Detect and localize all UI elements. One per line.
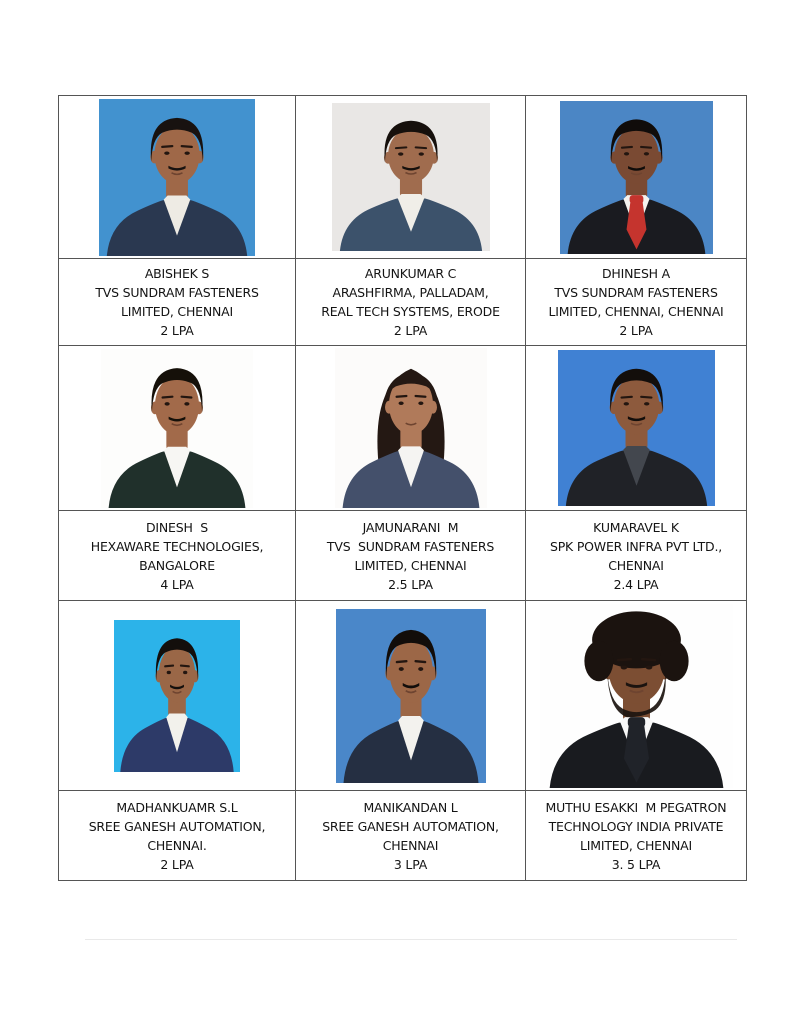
student-photo bbox=[332, 103, 490, 251]
student-info bbox=[297, 264, 524, 340]
student-company-line: CHENNAI. bbox=[147, 837, 207, 853]
student-photo-cell bbox=[59, 601, 296, 791]
student-info bbox=[527, 518, 745, 594]
student-company-line: CHENNAI bbox=[382, 837, 439, 853]
student-name: DINESH S bbox=[146, 519, 208, 535]
student-info-cell bbox=[526, 259, 747, 346]
student-name: MANIKANDAN L bbox=[363, 799, 458, 815]
student-info-cell bbox=[59, 511, 296, 601]
student-company-line: TVS SUNDRAM FASTENERS bbox=[95, 285, 259, 300]
student-info-cell bbox=[526, 791, 747, 881]
student-photo-cell bbox=[526, 601, 747, 791]
student-photo bbox=[336, 609, 486, 783]
student-company-line: ARASHFIRMA, PALLADAM, bbox=[332, 285, 489, 300]
student-photo-cell bbox=[296, 96, 526, 259]
student-package: 3. 5 LPA bbox=[611, 856, 661, 872]
student-photo-cell bbox=[526, 96, 747, 259]
student-info bbox=[60, 264, 294, 340]
student-package: 2 LPA bbox=[619, 323, 653, 338]
student-photo-cell bbox=[296, 601, 526, 791]
student-info bbox=[527, 264, 745, 340]
student-company-line: TVS SUNDRAM FASTENERS bbox=[554, 285, 718, 300]
student-company-line: SREE GANESH AUTOMATION, bbox=[322, 818, 499, 834]
student-company-line: LIMITED, CHENNAI, CHENNAI bbox=[548, 304, 724, 319]
student-package: 2.4 LPA bbox=[613, 576, 659, 592]
student-name: ARUNKUMAR C bbox=[364, 266, 457, 281]
student-company-line: SREE GANESH AUTOMATION, bbox=[88, 818, 266, 834]
student-company-line: BANGALORE bbox=[139, 557, 215, 573]
student-info-cell bbox=[59, 791, 296, 881]
student-name: DHINESH A bbox=[601, 266, 671, 281]
student-package: 4 LPA bbox=[160, 576, 194, 592]
student-name: MUTHU ESAKKI M PEGATRON bbox=[545, 799, 727, 815]
student-info-cell bbox=[296, 259, 526, 346]
student-photo bbox=[558, 350, 715, 506]
student-photo bbox=[99, 99, 255, 256]
student-photo bbox=[540, 604, 733, 788]
student-info bbox=[297, 518, 524, 594]
student-package: 2 LPA bbox=[160, 323, 194, 338]
student-company-line: LIMITED, CHENNAI bbox=[580, 837, 692, 853]
student-package: 2 LPA bbox=[160, 856, 194, 872]
student-company-line: TECHNOLOGY INDIA PRIVATE bbox=[548, 818, 724, 834]
footer-divider bbox=[85, 939, 737, 940]
student-photo-cell bbox=[296, 346, 526, 511]
student-photo bbox=[114, 620, 240, 772]
student-company-line: SPK POWER INFRA PVT LTD., bbox=[549, 538, 722, 554]
student-photo-cell bbox=[59, 346, 296, 511]
student-name: MADHANKUAMR S.L bbox=[116, 799, 238, 815]
student-info bbox=[297, 798, 524, 874]
student-company-line: LIMITED, CHENNAI bbox=[354, 557, 467, 573]
student-name: ABISHEK S bbox=[144, 266, 210, 281]
student-photo-cell bbox=[59, 96, 296, 259]
student-company-line: TVS SUNDRAM FASTENERS bbox=[326, 538, 495, 554]
student-company-line: LIMITED, CHENNAI bbox=[121, 304, 233, 319]
student-photo bbox=[335, 348, 487, 508]
student-info-cell bbox=[526, 511, 747, 601]
student-info-cell bbox=[296, 791, 526, 881]
student-name: KUMARAVEL K bbox=[593, 519, 679, 535]
student-photo-cell bbox=[526, 346, 747, 511]
student-info bbox=[60, 798, 294, 874]
student-info-cell bbox=[59, 259, 296, 346]
student-info-cell bbox=[296, 511, 526, 601]
student-company-line: REAL TECH SYSTEMS, ERODE bbox=[321, 304, 500, 319]
student-photo bbox=[101, 349, 253, 508]
student-package: 2.5 LPA bbox=[388, 576, 433, 592]
student-name: JAMUNARANI M bbox=[362, 519, 459, 535]
student-company-line: CHENNAI bbox=[608, 557, 664, 573]
student-photo bbox=[560, 101, 713, 254]
placement-table bbox=[58, 95, 747, 881]
student-package: 3 LPA bbox=[393, 856, 428, 872]
student-company-line: HEXAWARE TECHNOLOGIES, bbox=[90, 538, 264, 554]
student-info bbox=[60, 518, 294, 594]
student-info bbox=[527, 798, 745, 874]
student-package: 2 LPA bbox=[393, 323, 428, 338]
